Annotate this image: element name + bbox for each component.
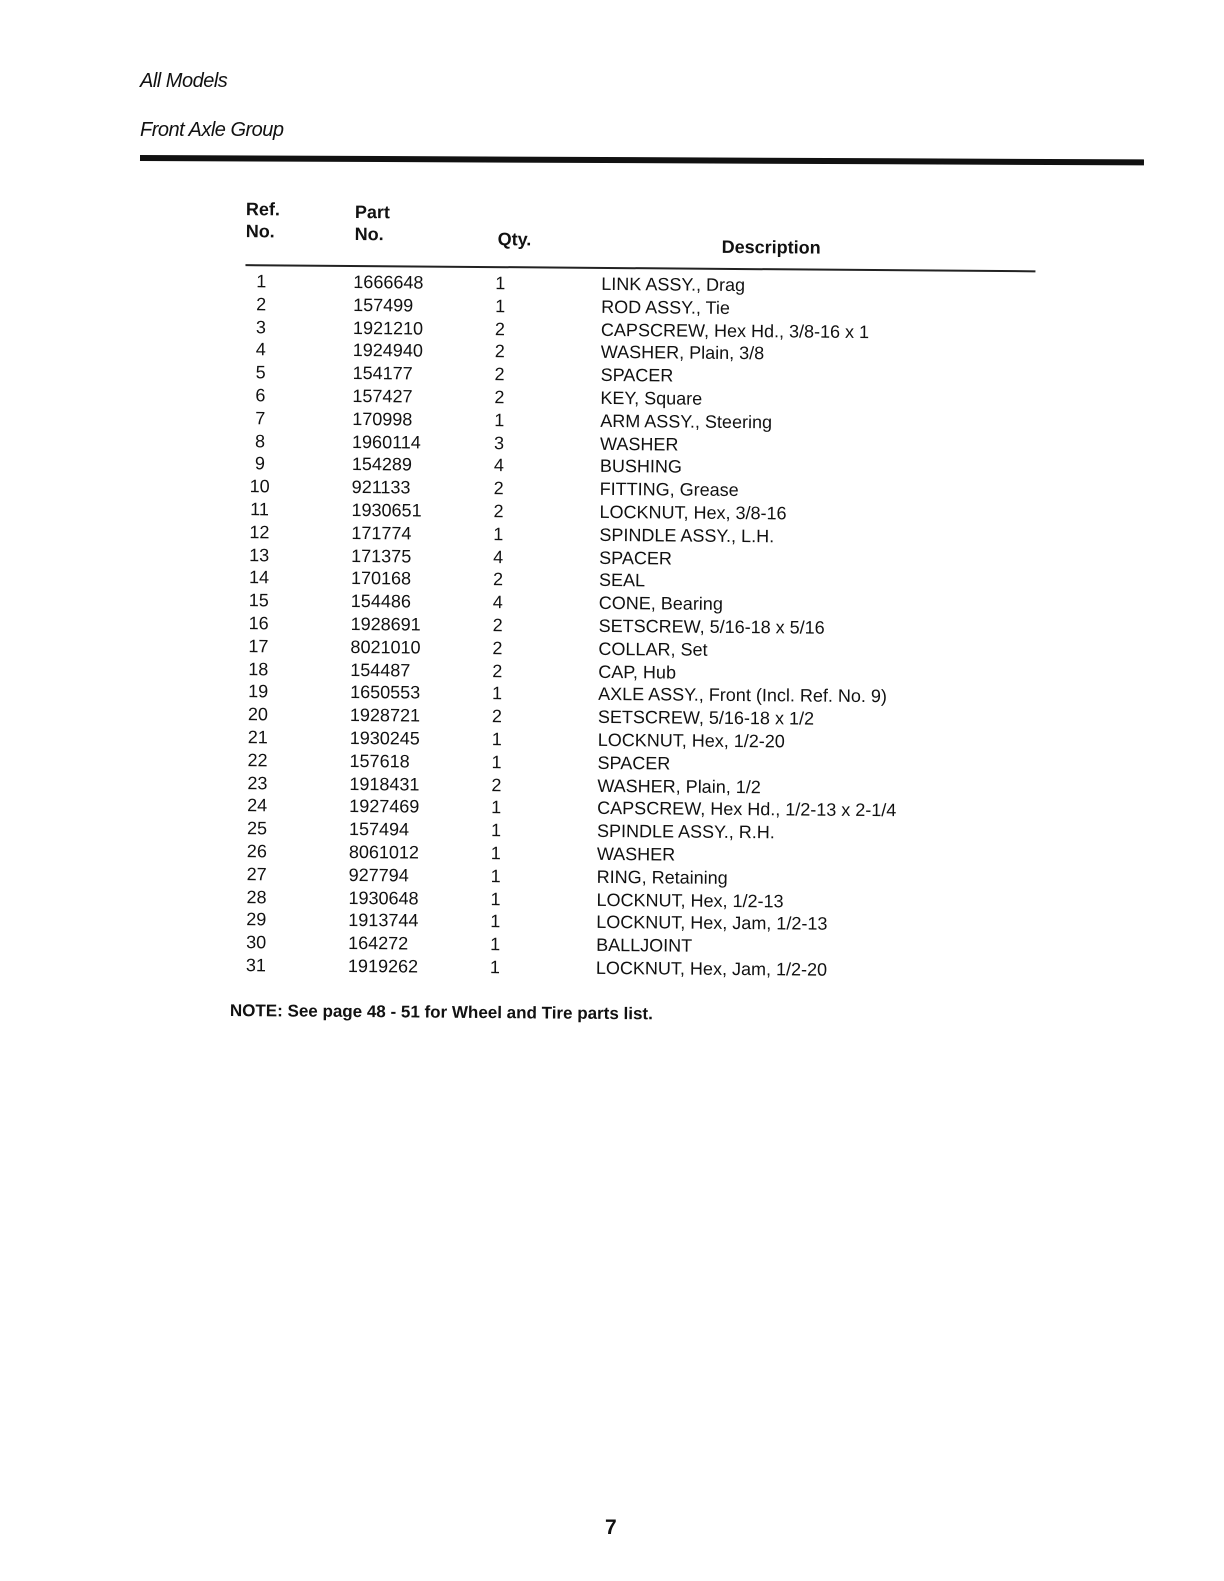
ref-no-cell: 22 [247, 749, 268, 771]
group-heading: Front Axle Group [140, 119, 284, 141]
description-cell: SPINDLE ASSY., R.H. [596, 821, 775, 843]
part-no-cell: 157427 [352, 385, 413, 407]
part-no-cell: 154177 [352, 363, 413, 384]
qty-cell: 1 [490, 842, 501, 864]
description-cell: KEY, Square [600, 387, 703, 409]
qty-cell: 2 [492, 660, 503, 681]
qty-cell: 2 [492, 615, 503, 636]
qty-cell: 1 [492, 683, 503, 704]
description-cell: CAP, Hub [598, 661, 677, 683]
page-number: 7 [605, 1516, 617, 1539]
qty-cell: 2 [493, 478, 504, 499]
ref-no-cell: 25 [246, 818, 268, 839]
description-cell: SEAL [598, 570, 646, 591]
part-no-cell: 1919262 [347, 955, 419, 977]
part-no-cell: 8061012 [348, 841, 420, 863]
part-no-cell: 1918431 [349, 773, 420, 795]
description-cell: SPACER [597, 752, 671, 774]
part-no-cell: 927794 [348, 864, 409, 886]
part-no-cell: 157499 [353, 294, 414, 316]
ref-no-cell: 3 [255, 316, 267, 337]
column-header-ref-no: Ref. No. [245, 199, 281, 242]
description-cell: BUSHING [599, 456, 682, 477]
qty-cell: 2 [491, 706, 503, 727]
description-cell: SETSCREW, 5/16-18 x 5/16 [598, 615, 825, 638]
qty-cell: 2 [494, 318, 506, 339]
description-cell: LOCKNUT, Hex, Jam, 1/2-13 [596, 912, 828, 935]
ref-no-cell: 14 [248, 567, 270, 588]
description-cell: LOCKNUT, Hex, 3/8-16 [599, 501, 787, 524]
ref-no-cell: 29 [246, 909, 267, 930]
ref-no-cell: 17 [248, 635, 269, 657]
part-no-cell: 154486 [350, 591, 411, 612]
part-no-cell: 1928691 [350, 613, 421, 635]
description-cell: LOCKNUT, Hex, 1/2-13 [596, 889, 784, 911]
ref-no-cell: 30 [246, 932, 267, 953]
ref-no-cell: 9 [254, 453, 265, 474]
ref-no-cell: 7 [255, 407, 266, 429]
ref-no-cell: 12 [249, 521, 270, 543]
description-cell: LINK ASSY., Drag [601, 273, 746, 296]
ref-no-cell: 2 [256, 294, 267, 315]
ref-no-cell: 13 [249, 544, 270, 565]
description-cell: ARM ASSY., Steering [600, 410, 773, 433]
part-no-cell: 170998 [352, 408, 413, 430]
ref-no-cell: 11 [250, 499, 269, 520]
qty-cell: 1 [495, 273, 506, 294]
qty-cell: 2 [493, 501, 504, 522]
description-cell: SPACER [599, 547, 672, 569]
qty-cell: 2 [494, 364, 505, 385]
qty-cell: 1 [490, 820, 502, 841]
part-no-cell: 170168 [350, 568, 412, 589]
part-no-cell: 1913744 [348, 910, 419, 931]
ref-no-cell: 28 [246, 886, 267, 907]
column-header-part-no: Part No. [354, 201, 390, 245]
part-no-cell: 154487 [350, 659, 411, 680]
qty-cell: 1 [491, 797, 502, 818]
description-cell: SPACER [600, 365, 674, 386]
part-no-cell: 1930648 [348, 887, 419, 909]
qty-cell: 1 [495, 295, 506, 316]
ref-no-cell: 5 [255, 362, 266, 383]
qty-cell: 1 [490, 865, 501, 886]
part-no-cell: 1960114 [352, 431, 421, 453]
table-body [224, 270, 1050, 983]
part-no-cell: 171375 [351, 545, 412, 566]
ref-no-cell: 31 [245, 955, 267, 976]
qty-cell: 1 [489, 956, 501, 978]
description-cell: BALLJOINT [596, 935, 693, 956]
description-cell: RING, Retaining [596, 866, 728, 888]
part-no-cell: 1928721 [349, 705, 421, 726]
qty-cell: 2 [494, 341, 505, 362]
part-no-cell: 1921210 [352, 317, 424, 339]
part-no-cell: 1927469 [349, 796, 420, 817]
description-cell: COLLAR, Set [598, 638, 708, 660]
part-no-cell: 1924940 [352, 340, 423, 361]
description-cell: WASHER [596, 843, 676, 865]
ref-no-cell: 15 [248, 590, 269, 611]
description-cell: CAPSCREW, Hex Hd., 1/2-13 x 2-1/4 [597, 798, 897, 821]
qty-cell: 1 [490, 888, 501, 909]
qty-cell: 1 [490, 934, 501, 955]
qty-cell: 4 [493, 546, 504, 567]
description-cell: ROD ASSY., Tie [601, 296, 730, 318]
qty-cell: 4 [492, 592, 503, 613]
part-no-cell: 1650553 [350, 682, 421, 703]
part-no-cell: 1930651 [351, 499, 422, 521]
column-header-qty: Qty. [497, 229, 532, 250]
ref-no-cell: 1 [256, 271, 267, 292]
part-no-cell: 154289 [351, 454, 413, 475]
part-no-cell: 1930245 [349, 727, 420, 749]
ref-no-cell: 23 [247, 772, 268, 793]
part-no-cell: 921133 [351, 477, 411, 498]
part-no-cell: 171774 [351, 522, 412, 544]
ref-no-cell: 20 [247, 704, 269, 725]
column-header-description: Description [721, 236, 821, 258]
description-cell: SETSCREW, 5/16-18 x 1/2 [597, 707, 815, 729]
qty-cell: 1 [494, 409, 505, 430]
qty-cell: 1 [493, 523, 504, 544]
qty-cell: 2 [494, 387, 505, 408]
description-cell: AXLE ASSY., Front (Incl. Ref. No. 9) [598, 684, 887, 707]
part-no-cell: 157494 [348, 819, 410, 840]
description-cell: CAPSCREW, Hex Hd., 3/8-16 x 1 [600, 319, 870, 342]
ref-no-cell: 8 [254, 430, 266, 451]
ref-no-cell: 10 [249, 476, 270, 497]
description-cell: FITTING, Grease [599, 479, 739, 501]
part-no-cell: 8021010 [350, 636, 421, 658]
part-no-cell: 1666648 [353, 271, 424, 293]
description-cell: LOCKNUT, Hex, 1/2-20 [597, 729, 785, 752]
qty-cell: 2 [491, 774, 502, 795]
qty-cell: 2 [492, 569, 504, 590]
ref-no-cell: 16 [248, 613, 269, 634]
ref-no-cell: 27 [246, 863, 267, 885]
description-cell: LOCKNUT, Hex, Jam, 1/2-20 [595, 957, 828, 980]
ref-no-cell: 19 [248, 681, 269, 702]
description-cell: WASHER [600, 433, 679, 455]
ref-no-cell: 26 [246, 841, 267, 862]
qty-cell: 3 [493, 432, 505, 453]
qty-cell: 1 [491, 751, 502, 772]
parts-table [230, 198, 1050, 980]
ref-no-cell: 4 [255, 339, 266, 360]
header-divider [140, 155, 1144, 165]
part-no-cell: 157618 [349, 750, 410, 772]
description-cell: WASHER, Plain, 1/2 [597, 775, 761, 797]
ref-no-cell: 24 [247, 795, 268, 816]
qty-cell: 1 [491, 729, 502, 750]
ref-no-cell: 18 [248, 658, 269, 679]
qty-cell: 1 [490, 911, 501, 932]
models-heading: All Models [140, 70, 228, 92]
ref-no-cell: 21 [247, 727, 268, 748]
ref-no-cell: 6 [255, 385, 266, 406]
footnote: NOTE: See page 48 - 51 for Wheel and Tire parts list. [229, 1001, 653, 1024]
qty-cell: 4 [493, 455, 504, 476]
description-cell: WASHER, Plain, 3/8 [600, 342, 765, 364]
description-cell: CONE, Bearing [598, 593, 723, 615]
description-cell: SPINDLE ASSY., L.H. [599, 524, 775, 547]
qty-cell: 2 [492, 637, 503, 658]
part-no-cell: 164272 [348, 933, 409, 954]
